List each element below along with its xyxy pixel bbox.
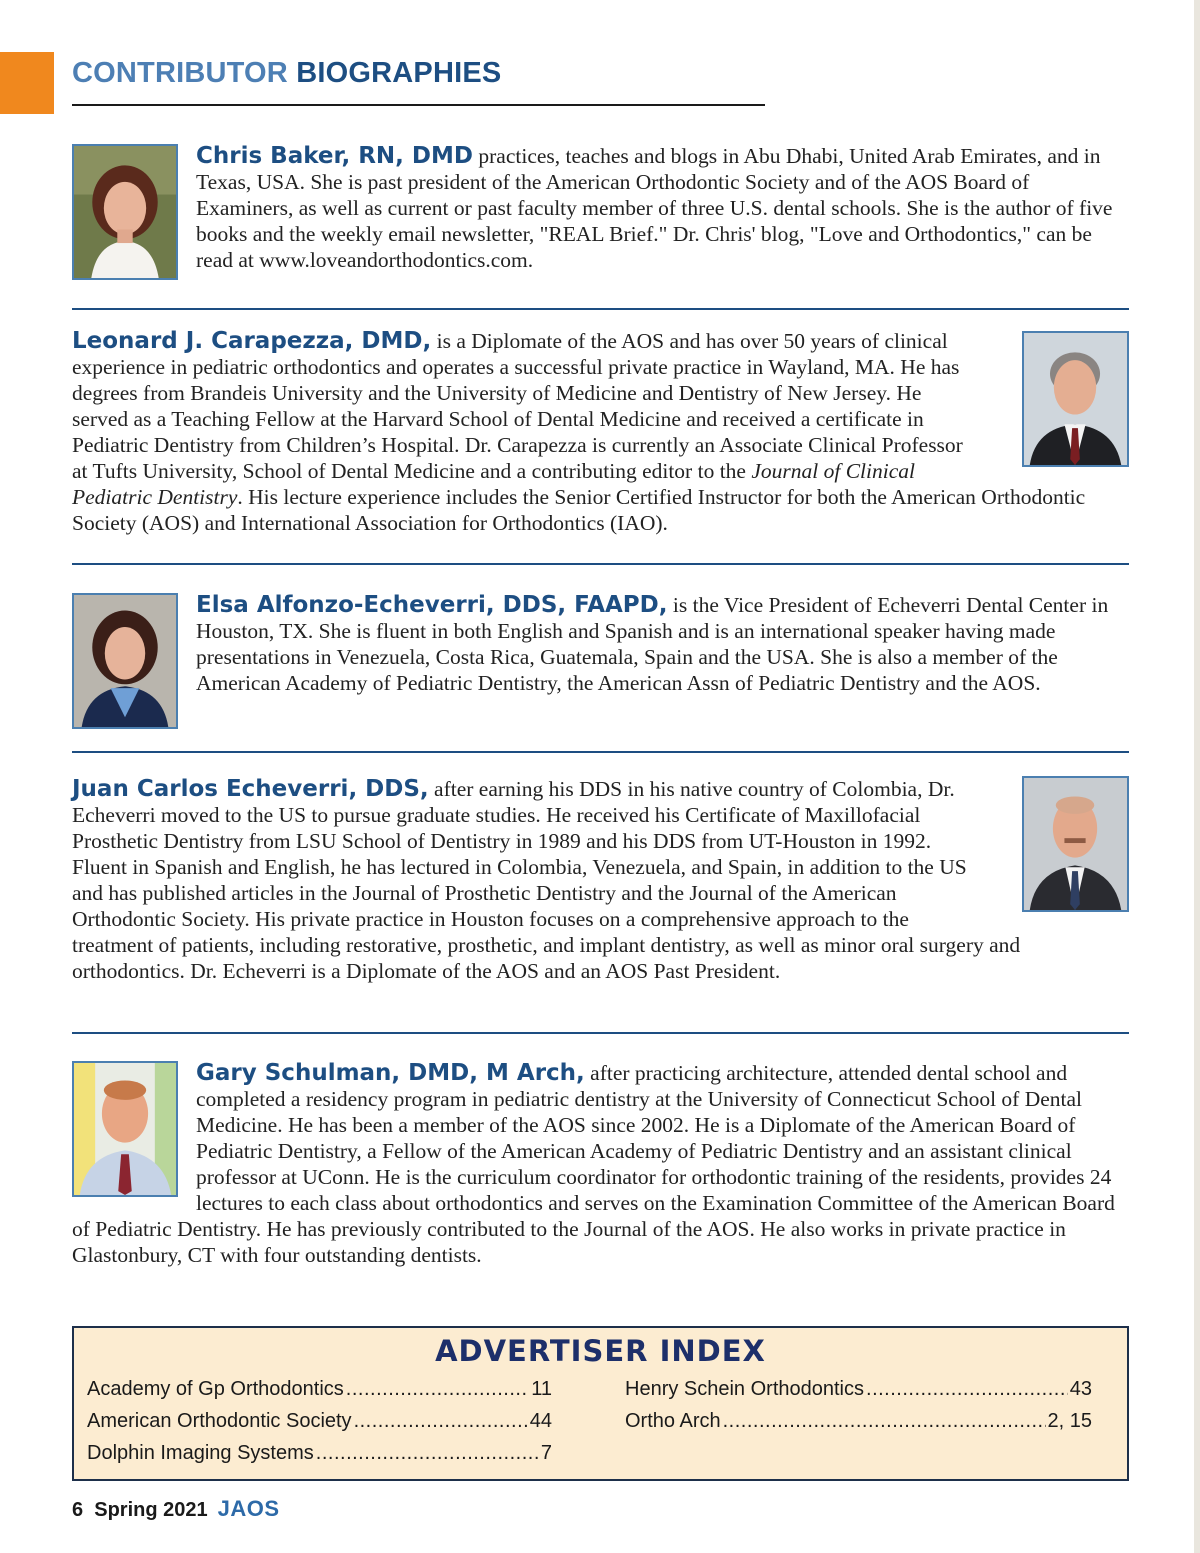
bio-gary-schulman [72,1060,1129,1268]
bio-text-continued: . His lecture experience includes the Senior Certified Instructor for both the American Orthodontic Society (AOS) and International Association for Orthodontics (IAO). [72,485,1086,535]
bio-text: after practicing architecture, attended dental school and completed a residency program in pediatric dentistry at the University of Connecticut School of Dental Medicine. He has been a member of the AOS since 2002. He is a Diplomate of the American Board of Pediatric Dentistry, a Fellow of the American Academy of Pediatric Dentistry and an assistant clinical professor at UConn. He is the curriculum coordinator for orthodontic training of the residents, provides 24 lectures to each class about orthodontics and serves on the Examination Committee of the American Board of Pediatric Dentistry. He has previously contributed to the Journal of the AOS. He also works in private practice in Glastonbury, CT with four outstanding dentists. [72,1061,1115,1267]
advertiser-index-right-column [625,1378,1092,1442]
advertiser-name: Ortho Arch [625,1410,721,1432]
page-title-part2: BIOGRAPHIES [296,57,502,89]
heading-rule [72,104,765,106]
bio-chris-baker [196,143,1126,273]
advertiser-name: American Orthodontic Society [87,1410,352,1432]
advertiser-index-title: ADVERTISER INDEX [435,1334,766,1368]
section-divider [72,563,1129,565]
dot-leader [346,1378,529,1401]
advertiser-entry[interactable] [625,1410,1092,1442]
page-number: 6 [72,1499,84,1521]
dot-leader [866,1378,1068,1401]
advertiser-page: 43 [1069,1378,1092,1400]
page-edge-stripe [1194,0,1200,1553]
dot-leader [354,1410,528,1433]
advertiser-index-box [72,1326,1129,1481]
advertiser-entry[interactable] [87,1442,552,1474]
advertiser-page: 11 [531,1378,552,1400]
dot-leader [723,1410,1046,1433]
section-divider [72,308,1129,310]
advertiser-page: 2, 15 [1047,1410,1092,1432]
page-title-part1: CONTRIBUTOR [72,57,288,89]
bio-text: practices, teaches and blogs in Abu Dhabi, United Arab Emirates, and in Texas, USA. She is past president of the American Orthodontic Society and of the AOS Board of Examiners, as well as current or past faculty member of three U.S. dental schools. She is the author of five books and the weekly email newsletter, "REAL Brief." Dr. Chris' blog, "Love and Orthodontics," can be read at www.loveandorthodontics.com. [196,144,1113,272]
advertiser-index-left-column [87,1378,552,1474]
bio-text: after earning his DDS in his native country of Colombia, Dr. Echeverri moved to the US to pursue graduate studies. He received his Certificate of Maxillofacial Prosthetic Dentistry from LSU School of Dentistry in 1989 and his DDS from UT-Houston in 1992. Fluent in Spanish and English, he has lectured in Colombia, Venezuela, and Spain, in addition to the US and has published articles in the Journal of Prosthetic Dentistry and the Journal of the American Orthodontic Society. His private practice in Houston focuses on a comprehensive approach to the treatment of patients, including restorative, prosthetic, and implant dentistry, as well as minor oral surgery and orthodontics. Dr. Echeverri is a Diplomate of the AOS and an AOS Past President. [72,777,1021,983]
bio-name: Elsa Alfonzo-Echeverri, DDS, FAAPD, [196,592,668,618]
page-title [72,54,501,92]
advertiser-name: Henry Schein Orthodontics [625,1378,865,1400]
bio-name: Gary Schulman, DMD, M Arch, [196,1060,585,1086]
journal-title: Journal of Clinical Pediatric Dentistry [72,459,915,509]
bio-leonard-carapezza [72,328,1129,536]
bio-elsa-alfonzo-echeverri [196,592,1126,696]
journal-name: JAOS [217,1496,280,1521]
advertiser-page: 7 [540,1442,552,1464]
dot-leader [316,1442,539,1465]
advertiser-name: Dolphin Imaging Systems [87,1442,314,1464]
advertiser-name: Academy of Gp Orthodontics [87,1378,344,1400]
issue-label: Spring 2021 [94,1499,208,1521]
bio-text: is a Diplomate of the AOS and has over 50 years of clinical experience in pediatric orthodontics and operates a successful private practice in Wayland, MA. He has degrees from Brandeis University and the University of Medicine and Dentistry of New Jersey. He served as a Teaching Fellow at the Harvard School of Dental Medicine and received a certificate in Pediatric Dentistry from Children’s Hospital. Dr. Carapezza is currently an Associate Clinical Professor at Tufts University, School of Dental Medicine and a contributing editor to the [72,329,963,483]
section-divider [72,751,1129,753]
section-divider [72,1032,1129,1034]
photo-elsa-alfonzo-echeverri [72,593,178,729]
bio-juan-carlos-echeverri [72,776,1129,984]
photo-float [981,776,1129,916]
bio-name: Juan Carlos Echeverri, DDS, [72,776,429,802]
bio-name: Chris Baker, RN, DMD [196,143,473,169]
orange-corner-tab [0,52,54,114]
advertiser-entry[interactable] [87,1410,552,1442]
bio-name: Leonard J. Carapezza, DMD, [72,328,432,354]
bio-text: is the Vice President of Echeverri Dental Center in Houston, TX. She is fluent in both English and Spanish and is an international speaker having made presentations in Venezuela, Costa Rica, Guatemala, Spain and the USA. She is also a member of the American Academy of Pediatric Dentistry, the American Assn of Pediatric Dentistry and the AOS. [196,593,1109,695]
photo-float [981,328,1129,468]
advertiser-page: 44 [529,1410,552,1432]
photo-float [72,1060,196,1216]
photo-chris-baker [72,144,178,280]
advertiser-entry[interactable] [625,1378,1092,1410]
page-footer [72,1496,280,1522]
advertiser-entry[interactable] [87,1378,552,1410]
